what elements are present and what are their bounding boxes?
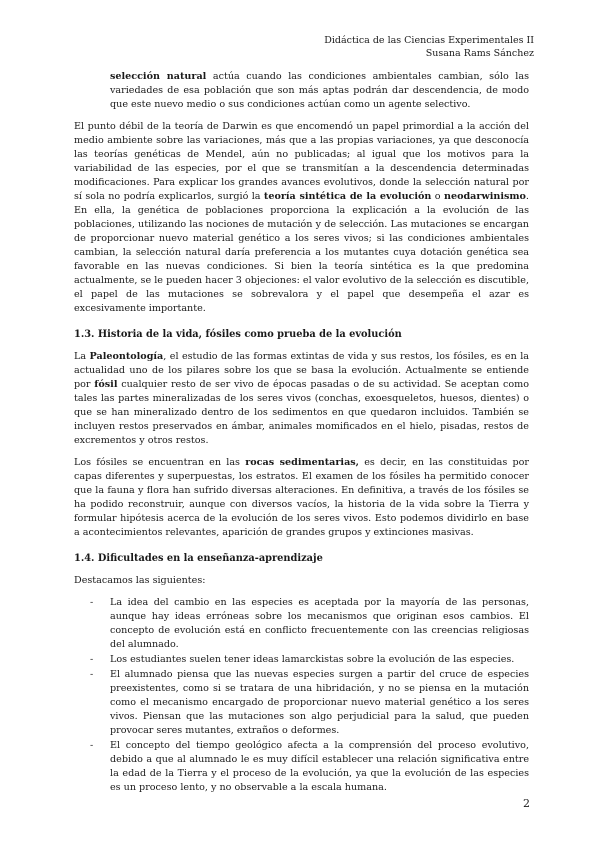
difficulties-intro: Destacamos las siguientes: bbox=[74, 575, 206, 586]
term-fossil: fósil bbox=[94, 379, 118, 390]
darwin-text-d: . En ella, la genética de poblaciones proporciona la explicación a la evolución de las poblaciones, utilizando las nociones de mutación y de selección. Las mutaciones se encargan de proporcionar nuevo material genético a los seres vivos; si las condiciones ambientales cambian, la selección natural daría preferencia a los mutantes cuya dotación genética sea favorable en las nuevas condiciones. Si bien la teoría sintética es la que predomina actualmente, se le pueden hacer 3 objeciones: el valor evolutivo de la selección es discutible, el papel de las mutaciones se sobrevalora y el papel que desempeña el azar es excesivamente importante. bbox=[74, 191, 529, 314]
intro-text: actúa cuando las condiciones ambientales cambian, sólo las variedades de esa población que son más aptas podrán dar descendencia, de modo que este nuevo medio o sus condiciones actúan como un agente selectivo. bbox=[110, 71, 529, 110]
list-item bbox=[74, 668, 529, 738]
bullet-dash: - bbox=[90, 654, 94, 665]
term-synthetic-theory: teoría sintética de la evolución bbox=[263, 191, 432, 202]
page-header bbox=[324, 34, 534, 60]
list-item-text: La idea del cambio en las especies es aceptada por la mayoría de las personas, aunque hay ideas erróneas sobre los mecanismos que originan esos cambios. El concepto de evolución está en conflicto frecuentemente con las creencias religiosas del alumnado. bbox=[110, 597, 529, 650]
paleo-text-d: cualquier resto de ser vivo de épocas pasadas o de su actividad. Se aceptan como tales las partes mineralizadas de los seres vivos (conchas, exoesqueletos, huesos, dientes) o que se han mineralizado dentro de los sedimentos en que quedaron incluidos. También se incluyen restos preservados en ámbar, animales momificados en el hielo, pisadas, restos de excrementos y otros restos. bbox=[74, 379, 529, 446]
list-item bbox=[74, 653, 529, 667]
darwin-paragraph bbox=[74, 120, 529, 316]
list-item-text: Los estudiantes suelen tener ideas lamarckistas sobre la evolución de las especies. bbox=[110, 654, 515, 665]
page-number: 2 bbox=[523, 797, 530, 810]
header-author: Susana Rams Sánchez bbox=[425, 48, 534, 59]
darwin-text-a: El punto débil de la teoría de Darwin es que encomendó un papel primordial a la acción del medio ambiente sobre las variaciones, más que a las propias variaciones, ya que desconocía las teorías genéticas de Mendel, aún no publicadas; al igual que los motivos para la variabilidad de las especies, por el que se transmitían a la descendencia determinadas modificaciones. Para explicar los grandes avances evolutivos, donde la selección natural por sí sola no podría explicarlos, surgió la bbox=[74, 121, 529, 202]
section-13-heading: 1.3. Historia de la vida, fósiles como prueba de la evolución bbox=[74, 329, 402, 340]
fossils-paragraph bbox=[74, 456, 529, 540]
list-item bbox=[74, 596, 529, 652]
page-content bbox=[74, 70, 529, 796]
fossils-text-a: Los fósiles se encuentran en las bbox=[74, 457, 246, 468]
paleontology-paragraph bbox=[74, 350, 529, 448]
header-course: Didáctica de las Ciencias Experimentales II bbox=[324, 35, 534, 46]
paleo-text-a: La bbox=[74, 351, 90, 362]
term-paleontology: Paleontología bbox=[89, 351, 164, 362]
list-item-text: El alumnado piensa que las nuevas especies surgen a partir del cruce de especies preexistentes, como si se tratara de una hibridación, y no se piensa en la mutación como el mecanismo encargado de proporcionar nuevo material genético a los seres vivos. Piensan que las mutaciones son algo perjudicial para la salud, que pueden provocar seres mutantes, extraños o deformes. bbox=[110, 669, 529, 736]
difficulties-list bbox=[74, 596, 529, 795]
paleo-text-c: , el estudio de las formas extintas de vida y sus restos, los fósiles, es en la actualidad uno de los pilares sobre los que se basa la evolución. Actualmente se entiende por bbox=[74, 351, 529, 390]
list-item bbox=[74, 739, 529, 795]
term-neodarwinism: neodarwinismo bbox=[443, 191, 526, 202]
fossils-text-c: es decir, en las constituidas por capas diferentes y superpuestas, los estratos. El examen de los fósiles ha permitido conocer que la fauna y flora han sufrido diversas alteraciones. En definitiva, a través de los fósiles se ha podido reconstruir, aunque con diversos vacíos, la historia de la vida sobre la Tierra y formular hipótesis acerca de la evolución de los seres vivos. Esto podemos dividirlo en base a acontecimientos relevantes, aparición de grandes grupos y extinciones masivas. bbox=[74, 457, 529, 538]
section-14-heading: 1.4. Dificultades en la enseñanza-aprendizaje bbox=[74, 553, 323, 564]
intro-bold: selección natural bbox=[110, 71, 207, 82]
bullet-dash: - bbox=[90, 669, 94, 680]
intro-paragraph bbox=[110, 70, 529, 112]
term-sedimentary-rocks: rocas sedimentarias, bbox=[245, 457, 360, 468]
bullet-dash: - bbox=[90, 740, 94, 751]
darwin-text-c: o bbox=[431, 191, 444, 202]
list-item-text: El concepto del tiempo geológico afecta a la comprensión del proceso evolutivo, debido a que al alumnado le es muy difícil establecer una relación significativa entre la edad de la Tierra y el proceso de la evolución, ya que la evolución de las especies es un proceso lento, y no observable a la escala humana. bbox=[110, 740, 529, 793]
bullet-dash: - bbox=[90, 597, 94, 608]
